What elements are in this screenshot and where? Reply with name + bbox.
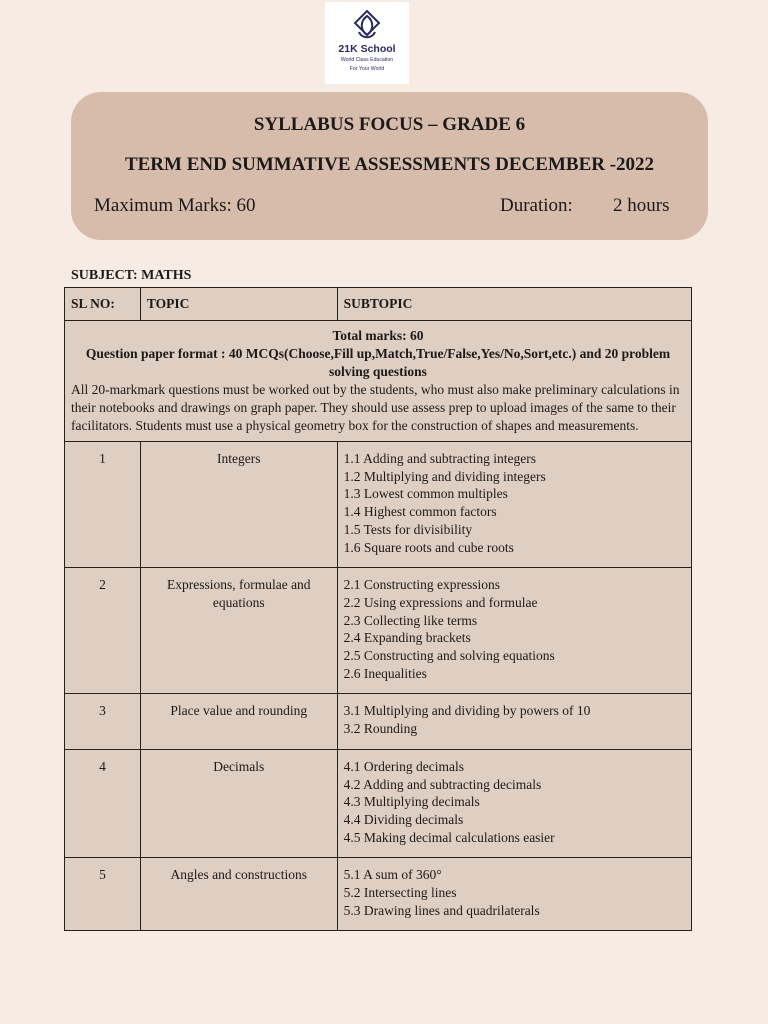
row-number: 3: [65, 694, 141, 749]
school-logo: [325, 2, 409, 84]
syllabus-table: [64, 287, 692, 931]
header-sl-no: SL NO:: [65, 288, 141, 321]
row-number: 1: [65, 442, 141, 568]
duration-value: 2 hours: [613, 195, 670, 216]
row-subtopics: [337, 568, 691, 694]
table-row: [65, 568, 692, 694]
subtopic-item: 4.3 Multiplying decimals: [343, 794, 480, 810]
subtopic-item: 1.1 Adding and subtracting integers: [343, 451, 536, 466]
subtopic-item: 3.2 Rounding: [343, 721, 418, 737]
maximum-marks: Maximum Marks: 60: [94, 195, 256, 216]
subtopic-item: 5.3 Drawing lines and quadrilaterals: [343, 902, 540, 918]
subtopic-item: 4.2 Adding and subtracting decimals: [343, 776, 542, 792]
logo-tagline-2: For Your World: [349, 65, 385, 72]
subtopic-item: 1.5 Tests for divisibility: [343, 521, 473, 537]
row-topic: Decimals: [140, 749, 337, 858]
subtopic-item: 2.2 Using expressions and formulae: [343, 594, 538, 610]
subtopic-item: 2.1 Constructing expressions: [343, 577, 500, 593]
subtopic-item: 1.6 Square roots and cube roots: [343, 539, 514, 555]
subtopic-item: 1.4 Highest common factors: [343, 504, 497, 520]
subtopic-item: 4.4 Dividing decimals: [343, 811, 464, 827]
header-topic: TOPIC: [140, 288, 337, 321]
logo-name: 21K School: [338, 43, 396, 55]
subtopic-item: 2.4 Expanding brackets: [343, 630, 471, 646]
subtopic-item: 2.6 Inequalities: [343, 665, 427, 681]
header-banner: [71, 92, 708, 240]
row-topic: Place value and rounding: [140, 694, 337, 749]
subject-label: SUBJECT: MATHS: [71, 268, 192, 283]
subtopic-item: 5.2 Intersecting lines: [343, 885, 457, 901]
info-cell: [65, 321, 692, 442]
row-subtopics: [337, 858, 691, 931]
subtopic-item: 4.5 Making decimal calculations easier: [343, 829, 555, 845]
row-number: 2: [65, 568, 141, 694]
subtopic-item: 5.1 A sum of 360°: [343, 867, 442, 883]
question-format: Question paper format : 40 MCQs(Choose,Fill up,Match,True/False,Yes/No,Sort,etc.) and 20 problem solving questions: [85, 346, 671, 379]
subtopic-item: 1.2 Multiplying and dividing integers: [343, 468, 546, 484]
subtopic-item: 1.3 Lowest common multiples: [343, 486, 508, 502]
header-subtopic: SUBTOPIC: [337, 288, 691, 321]
subtopic-item: 3.1 Multiplying and dividing by powers of 10: [343, 703, 591, 719]
table-row: [65, 858, 692, 931]
logo-tagline-1: World Class Education: [340, 57, 394, 63]
row-topic: Integers: [140, 442, 337, 568]
duration-label: Duration:: [500, 195, 573, 216]
instructions: All 20-markmark questions must be worked out by the students, who must also make preliminary calculations in their notebooks and drawings on graph paper. They should use assess prep to upload images of the same to their facilitators. Students must use a physical geometry box for the construction of shapes and measurements.: [71, 382, 680, 433]
row-number: 5: [65, 858, 141, 931]
table-row: [65, 749, 692, 858]
row-subtopics: [337, 694, 691, 749]
table-header-row: [65, 288, 692, 321]
row-topic: Angles and constructions: [140, 858, 337, 931]
subtopic-item: 2.3 Collecting like terms: [343, 612, 478, 628]
table-row: [65, 694, 692, 749]
row-subtopics: [337, 442, 691, 568]
row-topic: Expressions, formulae and equations: [140, 568, 337, 694]
row-number: 4: [65, 749, 141, 858]
subtopic-item: 4.1 Ordering decimals: [343, 758, 464, 774]
row-subtopics: [337, 749, 691, 858]
page-title: SYLLABUS FOCUS – GRADE 6: [253, 114, 526, 135]
total-marks: Total marks: 60: [332, 328, 424, 343]
page-subtitle: TERM END SUMMATIVE ASSESSMENTS DECEMBER -2022: [124, 154, 655, 175]
table-row: [65, 442, 692, 568]
subtopic-item: 2.5 Constructing and solving equations: [343, 648, 555, 664]
lotus-logo-icon: [350, 8, 384, 42]
info-row: [65, 321, 692, 442]
